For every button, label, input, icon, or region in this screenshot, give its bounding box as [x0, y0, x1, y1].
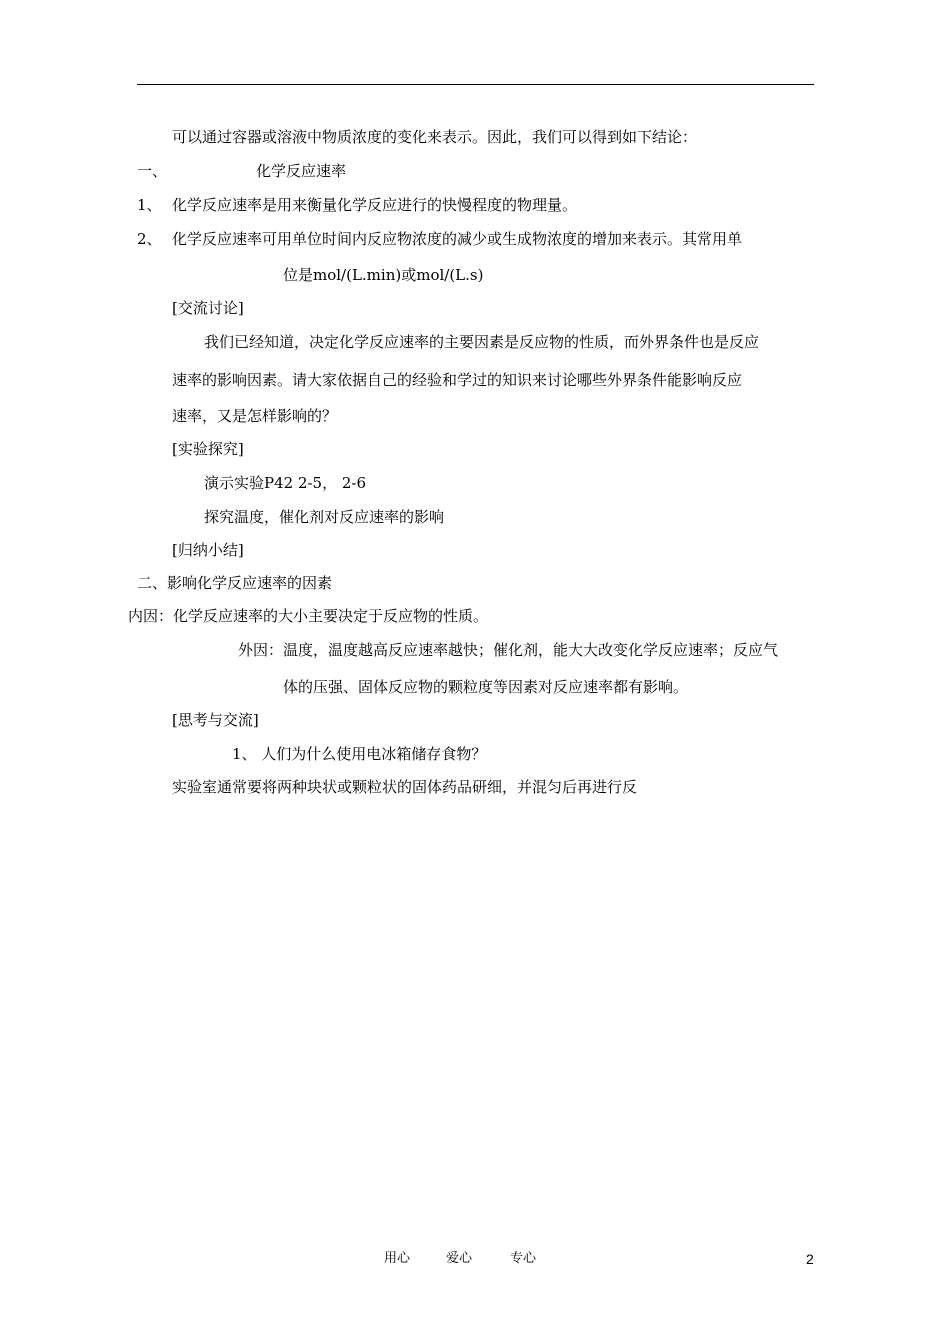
- footer-text-2: 爱心: [446, 1251, 473, 1266]
- internal-factor: 内因：化学反应速率的大小主要决定于反应物的性质。: [128, 607, 489, 625]
- item1-text: 化学反应速率是用来衡量化学反应进行的快慢程度的物理量。: [172, 196, 578, 214]
- section2-title: 二、影响化学反应速率的因素: [137, 574, 333, 592]
- think-heading: [思考与交流]: [172, 711, 259, 729]
- item2-number: 2、: [137, 230, 162, 248]
- footer-text-1: 用心: [384, 1251, 411, 1266]
- item2-text: 化学反应速率可用单位时间内反应物浓度的减少或生成物浓度的增加来表示。其常用单: [172, 230, 743, 248]
- item1-number: 1、: [137, 196, 162, 214]
- summary-heading: [归纳小结]: [172, 541, 244, 559]
- discuss-line-3: 速率，又是怎样影响的？: [172, 407, 338, 425]
- page-number: 2: [806, 1251, 814, 1267]
- external-factor-line-2: 体的压强、固体反应物的颗粒度等因素对反应速率都有影响。: [283, 678, 689, 696]
- experiment-line-1: 演示实验P42 2-5， 2-6: [204, 474, 367, 492]
- intro-text: 可以通过容器或溶液中物质浓度的变化来表示。因此，我们可以得到如下结论：: [172, 128, 698, 146]
- header-rule: [137, 84, 814, 85]
- section1-number: 一、: [137, 162, 168, 180]
- discuss-line-2: 速率的影响因素。请大家依据自己的经验和学过的知识来讨论哪些外界条件能影响反应: [172, 371, 743, 389]
- discuss-line-1: 我们已经知道，决定化学反应速率的主要因素是反应物的性质，而外界条件也是反应: [204, 333, 760, 351]
- section1-title: 化学反应速率: [256, 162, 347, 180]
- think-question-1: 1、 人们为什么使用电冰箱储存食物？: [232, 745, 487, 763]
- experiment-heading: [实验探究]: [172, 440, 244, 458]
- item2-continuation: 位是mol/(L.min)或mol/(L.s): [283, 266, 484, 284]
- think-question-2: 实验室通常要将两种块状或颗粒状的固体药品研细，并混匀后再进行反: [172, 778, 638, 796]
- discuss-heading: [交流讨论]: [172, 299, 244, 317]
- footer-text-3: 专心: [510, 1251, 537, 1266]
- external-factor-line-1: 外因：温度，温度越高反应速率越快；催化剂，能大大改变化学反应速率；反应气: [238, 641, 779, 659]
- experiment-line-2: 探究温度，催化剂对反应速率的影响: [204, 508, 445, 526]
